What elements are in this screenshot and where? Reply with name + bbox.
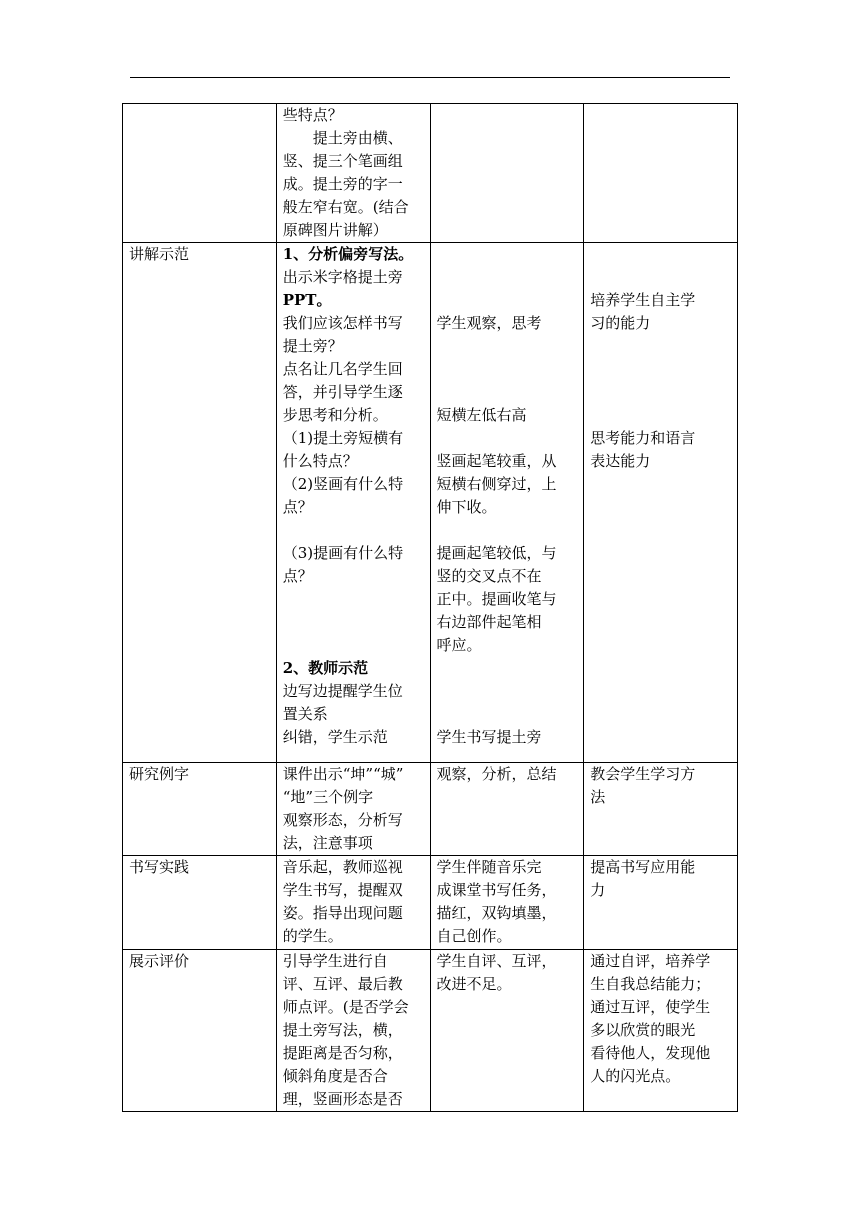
teacher-activity-cell: 些特点？ 提土旁由横、 竖、提三个笔画组 成。提土旁的字一 般左窄右宽。(结合 原碑图片讲解） [276, 104, 430, 243]
teacher-activity-cell: 音乐起，教师巡视 学生书写，提醒双 姿。指导出现问题 的学生。 [276, 856, 430, 950]
table-row [123, 856, 738, 950]
design-intent-cell: 培养学生自主学 习的能力 思考能力和语言 表达能力 [584, 243, 738, 763]
teacher-activity-cell: 课件出示“坤”“城” “地”三个例字 观察形态，分析写 法，注意事项 [276, 763, 430, 856]
header-rule [130, 77, 730, 78]
student-activity-cell: 学生伴随音乐完 成课堂书写任务， 描红，双钩填墨， 自己创作。 [430, 856, 584, 950]
teacher-activity-cell: 1、分析偏旁写法。 出示米字格提土旁 PPT。 我们应该怎样书写 提土旁？ 点名让几名学生回 答，并引导学生逐 步思考和分析。 （1)提土旁短横有 什么特点？ （2)竖画有什么特 点？ （3)提画有什么特 点？ 2、教师示范 边写边提醒学生位 置关系 纠错，学生示范 [276, 243, 430, 763]
teacher-activity-cell: 引导学生进行自 评、互评、最后教 师点评。(是否学会 提土旁写法，横， 提距离是否匀称， 倾斜角度是否合 理，竖画形态是否 [276, 950, 430, 1112]
stage-cell: 书写实践 [123, 856, 277, 950]
student-activity-cell: 观察，分析，总结 [430, 763, 584, 856]
table-row [123, 950, 738, 1112]
stage-cell: 研究例字 [123, 763, 277, 856]
student-activity-cell: 学生观察，思考 短横左低右高 竖画起笔较重，从 短横右侧穿过，上 伸下收。 提画起笔较低，与 竖的交叉点不在 正中。提画收笔与 右边部件起笔相 呼应。 学生书写提土旁 [430, 243, 584, 763]
table-row [123, 243, 738, 763]
stage-cell [123, 104, 277, 243]
student-activity-cell: 学生自评、互评， 改进不足。 [430, 950, 584, 1112]
design-intent-cell: 通过自评，培养学 生自我总结能力； 通过互评，使学生 多以欣赏的眼光 看待他人，发现他 人的闪光点。 [584, 950, 738, 1112]
design-intent-cell: 提高书写应用能 力 [584, 856, 738, 950]
design-intent-cell: 教会学生学习方 法 [584, 763, 738, 856]
table-row [123, 104, 738, 243]
lesson-plan-table [122, 103, 738, 1112]
design-intent-cell [584, 104, 738, 243]
stage-cell: 讲解示范 [123, 243, 277, 763]
table-row [123, 763, 738, 856]
student-activity-cell [430, 104, 584, 243]
stage-cell: 展示评价 [123, 950, 277, 1112]
